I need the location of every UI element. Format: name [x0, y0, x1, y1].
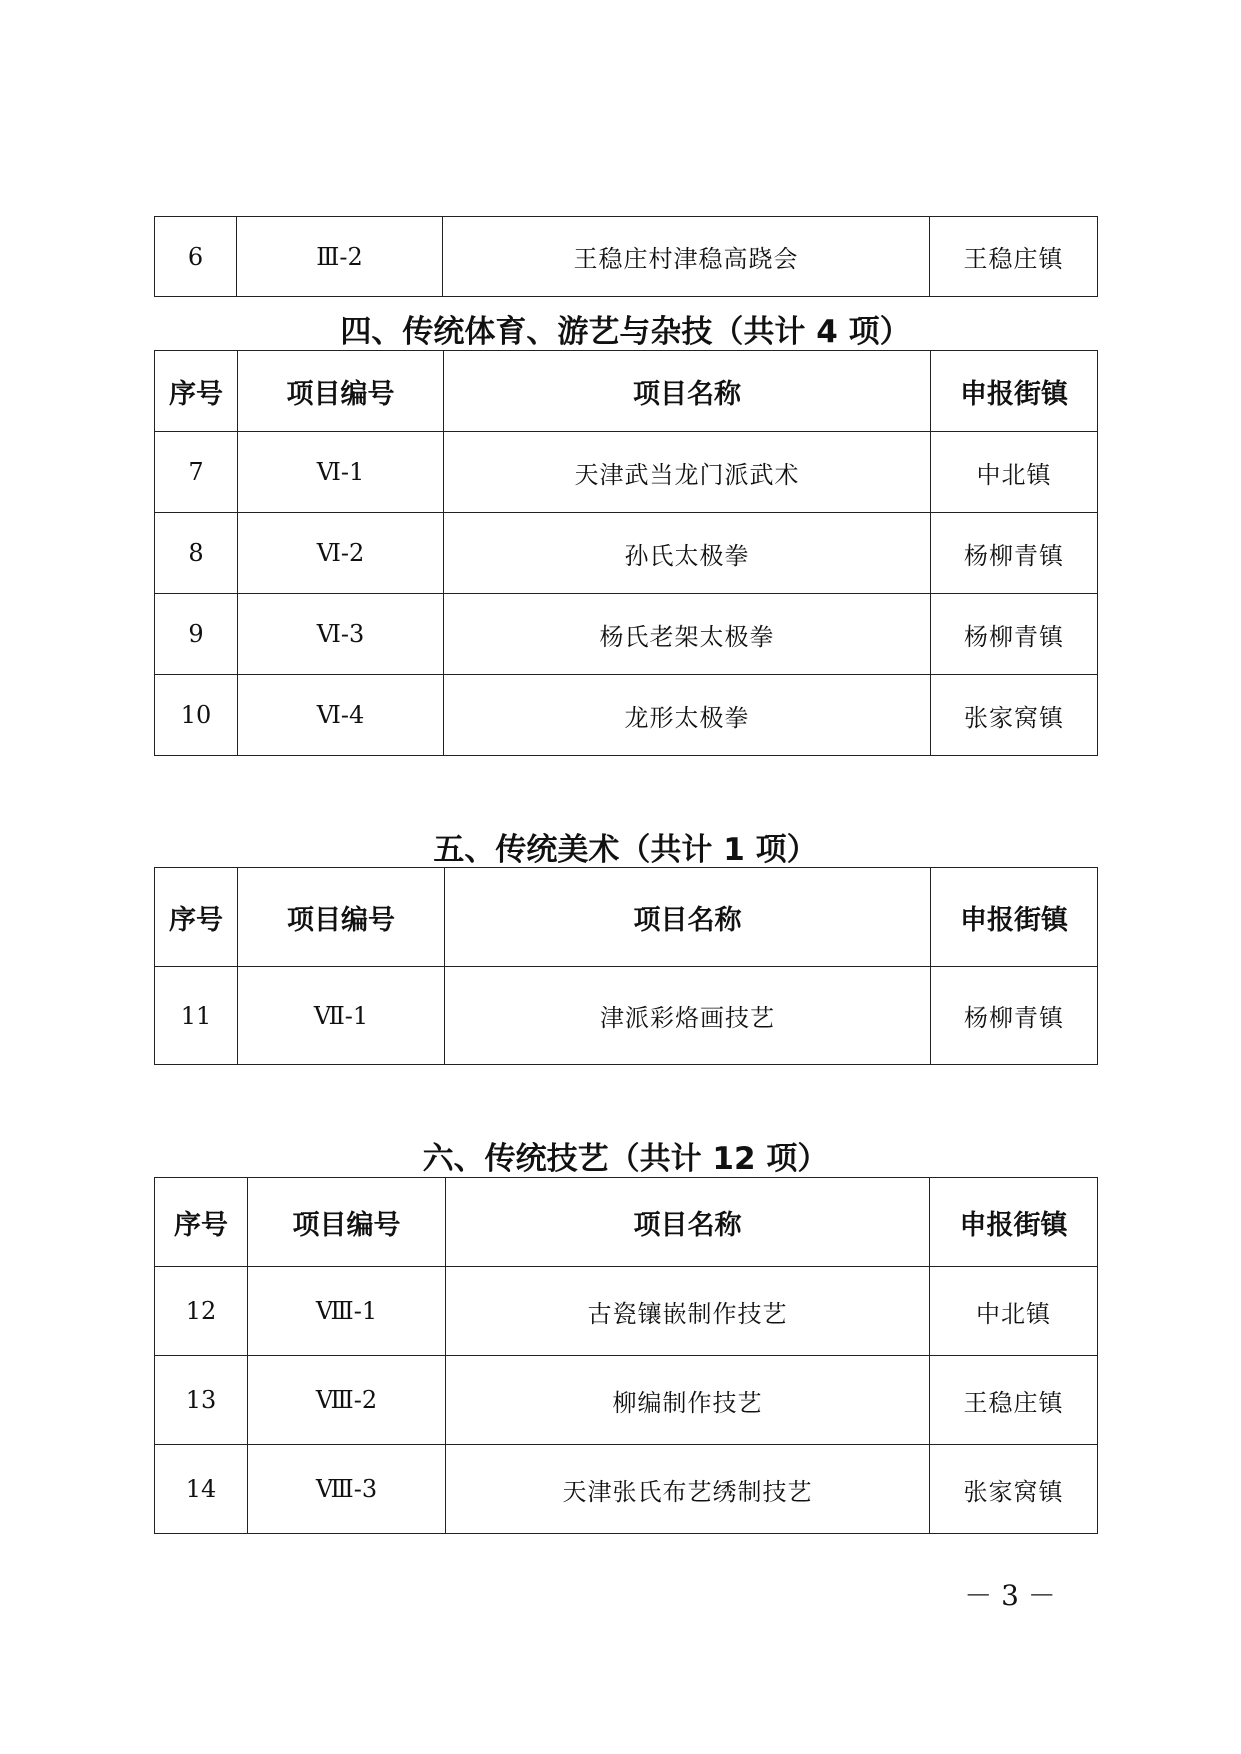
table-header-row [155, 1178, 1098, 1267]
cell-index: 13 [155, 1356, 248, 1445]
table-row [155, 675, 1098, 756]
table-row [155, 594, 1098, 675]
table-row [155, 1445, 1098, 1534]
cell-town: 杨柳青镇 [931, 967, 1098, 1065]
cell-name: 津派彩烙画技艺 [445, 967, 931, 1065]
table-row [155, 1356, 1098, 1445]
header-index: 序号 [155, 351, 238, 432]
cell-town: 中北镇 [931, 432, 1098, 513]
section-title-sports: 四、传统体育、游艺与杂技（共计 4 项） [340, 314, 911, 350]
header-name: 项目名称 [445, 868, 931, 967]
cell-index: 12 [155, 1267, 248, 1356]
table-row [155, 432, 1098, 513]
cell-index: 11 [155, 967, 238, 1065]
table-craftsmanship [154, 1177, 1098, 1534]
cell-name: 杨氏老架太极拳 [444, 594, 931, 675]
cell-name: 天津武当龙门派武术 [444, 432, 931, 513]
cell-index: 10 [155, 675, 238, 756]
table-traditional-drama-continued [154, 216, 1098, 297]
cell-town: 杨柳青镇 [931, 513, 1098, 594]
cell-code: Ⅵ-3 [238, 594, 444, 675]
cell-name: 古瓷镶嵌制作技艺 [446, 1267, 930, 1356]
header-code: 项目编号 [238, 868, 445, 967]
table-row [155, 217, 1098, 297]
header-index: 序号 [155, 868, 238, 967]
cell-index: 14 [155, 1445, 248, 1534]
header-name: 项目名称 [444, 351, 931, 432]
header-town: 申报街镇 [931, 868, 1098, 967]
table-row [155, 967, 1098, 1065]
header-index: 序号 [155, 1178, 248, 1267]
header-town: 申报街镇 [931, 351, 1098, 432]
cell-name: 王稳庄村津稳高跷会 [443, 217, 930, 297]
cell-code: Ⅵ-4 [238, 675, 444, 756]
cell-name: 柳编制作技艺 [446, 1356, 930, 1445]
cell-code: Ⅵ-1 [238, 432, 444, 513]
cell-index: 7 [155, 432, 238, 513]
cell-town: 张家窝镇 [930, 1445, 1098, 1534]
cell-code: Ⅵ-2 [238, 513, 444, 594]
table-header-row [155, 868, 1098, 967]
cell-name: 孙氏太极拳 [444, 513, 931, 594]
header-code: 项目编号 [248, 1178, 446, 1267]
header-name: 项目名称 [446, 1178, 930, 1267]
cell-name: 天津张氏布艺绣制技艺 [446, 1445, 930, 1534]
cell-town: 王稳庄镇 [930, 217, 1098, 297]
cell-code: Ⅶ-1 [238, 967, 445, 1065]
cell-index: 9 [155, 594, 238, 675]
header-town: 申报街镇 [930, 1178, 1098, 1267]
cell-code: Ⅷ-2 [248, 1356, 446, 1445]
section-title-fine-arts: 五、传统美术（共计 1 项） [433, 832, 818, 868]
table-sports [154, 350, 1098, 756]
table-row [155, 1267, 1098, 1356]
cell-code: Ⅲ-2 [237, 217, 443, 297]
table-header-row [155, 351, 1098, 432]
cell-name: 龙形太极拳 [444, 675, 931, 756]
cell-code: Ⅷ-3 [248, 1445, 446, 1534]
page-number: － 3 － [964, 1579, 1056, 1612]
cell-index: 8 [155, 513, 238, 594]
cell-town: 杨柳青镇 [931, 594, 1098, 675]
table-fine-arts [154, 867, 1098, 1065]
table-row [155, 513, 1098, 594]
cell-town: 中北镇 [930, 1267, 1098, 1356]
cell-index: 6 [155, 217, 237, 297]
section-title-craftsmanship: 六、传统技艺（共计 12 项） [422, 1141, 829, 1177]
cell-town: 张家窝镇 [931, 675, 1098, 756]
cell-code: Ⅷ-1 [248, 1267, 446, 1356]
cell-town: 王稳庄镇 [930, 1356, 1098, 1445]
header-code: 项目编号 [238, 351, 444, 432]
